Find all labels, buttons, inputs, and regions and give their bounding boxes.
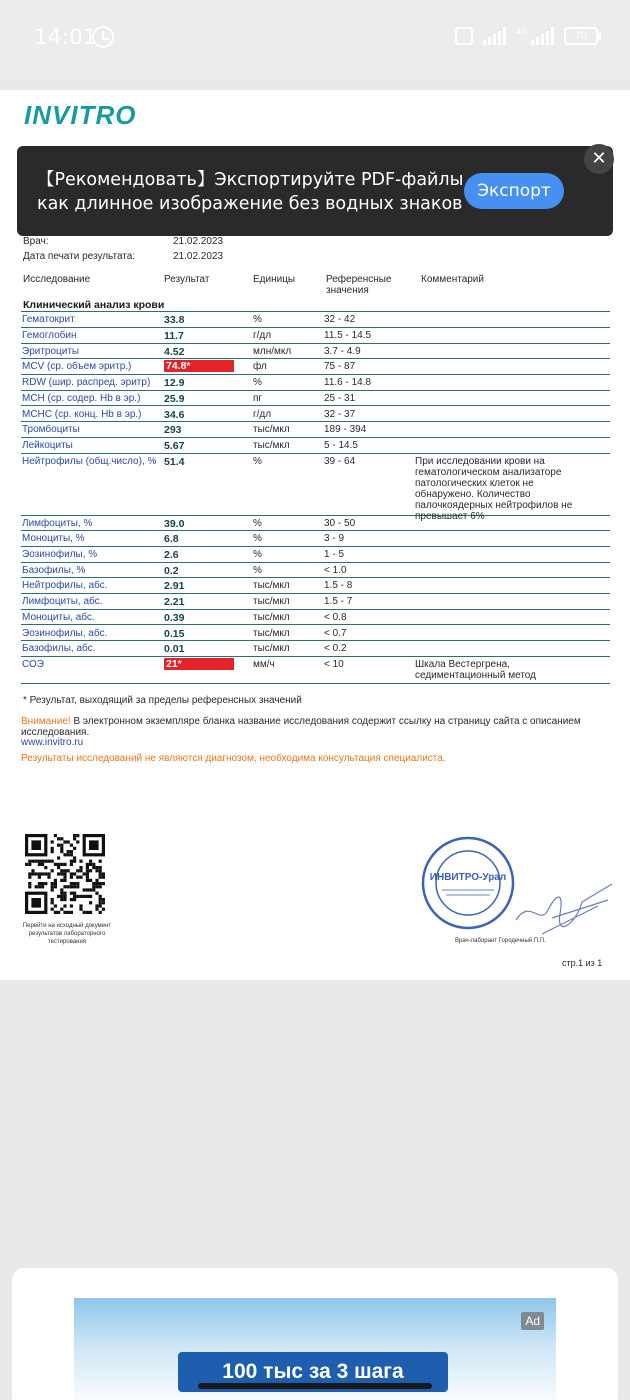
- disclaimer: Результаты исследований не являются диагнозом, необходима консультация специалиста.: [21, 753, 446, 764]
- ad-card[interactable]: [12, 1268, 618, 1400]
- reference-value: 5 - 14.5: [324, 439, 358, 451]
- footnote: * Результат, выходящий за пределы референсных значений: [23, 695, 302, 706]
- reference-value: < 0.8: [324, 611, 347, 623]
- test-name-link[interactable]: Гематокрит: [22, 314, 75, 325]
- reference-value: 11.5 - 14.5: [324, 330, 372, 341]
- reference-value: 3.7 - 4.9: [324, 345, 361, 357]
- units-value: %: [253, 564, 262, 576]
- table-row: [21, 344, 610, 360]
- units-value: %: [253, 533, 262, 545]
- section-title: Клинический анализ крови: [23, 299, 165, 311]
- result-value: 51.4: [164, 455, 185, 468]
- test-name-link[interactable]: MCHC (ср. конц. Hb в эр.): [22, 408, 142, 420]
- result-value: 25.9: [164, 392, 185, 405]
- table-row: [21, 454, 610, 522]
- table-row: [21, 328, 610, 344]
- export-banner: [17, 146, 613, 236]
- reference-value: 3 - 9: [324, 533, 345, 545]
- stamp-text: ИНВИТРО-Урал: [429, 872, 507, 883]
- test-name-link[interactable]: Моноциты, %: [22, 533, 85, 545]
- test-name-link[interactable]: Тромбоциты: [22, 424, 80, 436]
- result-value: 39.0: [164, 517, 185, 530]
- reference-value: < 0.7: [324, 627, 347, 639]
- alarm-icon: [92, 26, 114, 48]
- units-value: тыс/мкл: [253, 439, 290, 451]
- test-name-link[interactable]: Гемоглобин: [22, 330, 77, 341]
- page-number: стр.1 из 1: [562, 958, 603, 968]
- table-row: [21, 438, 610, 454]
- qr-code[interactable]: [25, 834, 105, 914]
- test-name-link[interactable]: RDW (шир. распред. эритр): [22, 377, 151, 389]
- result-value: 74.8*: [164, 360, 234, 372]
- units-value: %: [253, 377, 262, 389]
- website-link[interactable]: www.invitro.ru: [21, 737, 84, 748]
- result-value: 5.67: [164, 439, 185, 452]
- units-value: %: [253, 314, 262, 325]
- result-value: 0.15: [164, 627, 185, 640]
- table-row: [21, 626, 610, 642]
- col-reference: Референсные значения: [326, 274, 392, 296]
- signal-1-icon: [483, 27, 506, 45]
- reference-value: 30 - 50: [324, 517, 356, 529]
- home-indicator[interactable]: [198, 1383, 432, 1389]
- sim-icon: [455, 27, 473, 45]
- result-value: 2.91: [164, 580, 185, 593]
- units-value: мм/ч: [253, 658, 275, 670]
- reference-value: 1 - 5: [324, 549, 345, 560]
- reference-value: 75 - 87: [324, 361, 356, 373]
- signature: [512, 880, 616, 940]
- table-row: [21, 391, 610, 407]
- table-row: [21, 547, 610, 563]
- result-value: 0.39: [164, 611, 185, 624]
- table-row: [21, 422, 610, 438]
- test-name-link[interactable]: Лейкоциты: [22, 439, 73, 451]
- table-row: [21, 563, 610, 579]
- test-name-link[interactable]: Эритроциты: [22, 345, 80, 357]
- reference-value: 1.5 - 7: [324, 596, 353, 608]
- test-name-link[interactable]: Эозинофилы, %: [22, 549, 98, 560]
- units-value: %: [253, 517, 262, 529]
- reference-value: 1.5 - 8: [324, 580, 353, 592]
- invitro-logo: INVITRO: [24, 100, 137, 130]
- table-row: [21, 516, 610, 532]
- units-value: тыс/мкл: [253, 596, 290, 608]
- meta-label: Дата печати результата:: [23, 251, 136, 262]
- col-result: Результат: [164, 274, 210, 285]
- battery-icon: 70: [564, 27, 598, 45]
- result-value: 34.6: [164, 408, 185, 421]
- units-value: тыс/мкл: [253, 643, 290, 655]
- result-value: 6.8: [164, 533, 179, 546]
- col-units: Единицы: [253, 274, 296, 285]
- reference-value: < 0.2: [324, 643, 347, 655]
- result-value: 0.01: [164, 643, 185, 656]
- units-value: %: [253, 455, 262, 467]
- reference-value: 189 - 394: [324, 424, 367, 436]
- units-value: млн/мкл: [253, 345, 292, 357]
- result-value: 33.8: [164, 314, 185, 326]
- test-name-link[interactable]: Базофилы, абс.: [22, 643, 96, 655]
- table-row: [21, 641, 610, 657]
- test-name-link[interactable]: Нейтрофилы (общ.число), %: [22, 455, 157, 467]
- banner-text: 【Рекомендовать】Экспортируйте PDF-файлы как длинное изображение без водных знаков: [37, 170, 464, 214]
- close-icon[interactable]: ✕: [584, 144, 614, 174]
- status-bar: [0, 0, 630, 80]
- qr-caption: Перейти на исходный документ результатов лабораторного тестирования: [22, 923, 112, 945]
- units-value: тыс/мкл: [253, 627, 290, 639]
- test-name-link[interactable]: Моноциты, абс.: [22, 611, 95, 623]
- units-value: %: [253, 549, 262, 560]
- status-icons: [455, 27, 598, 45]
- units-value: тыс/мкл: [253, 580, 290, 592]
- test-name-link[interactable]: Эозинофилы, абс.: [22, 627, 108, 639]
- network-type: 4G: [516, 27, 527, 36]
- status-time: 14:01: [34, 25, 98, 49]
- units-value: пг: [253, 392, 263, 404]
- comment-text: Шкала Вестергрена, седиментационный метод: [415, 658, 536, 681]
- units-value: фл: [253, 361, 267, 373]
- test-name-link[interactable]: Лимфоциты, %: [22, 517, 93, 529]
- col-test: Исследование: [23, 274, 91, 285]
- signal-2-icon: [531, 27, 554, 45]
- table-row: [21, 312, 610, 328]
- reference-value: < 10: [324, 658, 344, 670]
- lab-stamp: [420, 835, 516, 931]
- meta-doctor: [23, 236, 224, 247]
- meta-value: 21.02.2023: [173, 251, 224, 262]
- table-row: [21, 531, 610, 547]
- table-row: [21, 359, 610, 375]
- test-name-link[interactable]: СОЭ: [22, 658, 44, 670]
- table-row: [21, 657, 610, 684]
- result-value: 4.52: [164, 345, 185, 358]
- table-row: [21, 578, 610, 594]
- reference-value: 32 - 37: [324, 408, 356, 420]
- units-value: г/дл: [253, 408, 272, 420]
- test-name-link[interactable]: MCV (ср. объем эритр.): [22, 361, 132, 373]
- warning-body: В электронном экземпляре бланка название исследования содержит ссылку на страницу сайта с описанием исследования.: [21, 716, 581, 738]
- units-value: тыс/мкл: [253, 611, 290, 623]
- ad-badge: Ad: [521, 1312, 544, 1330]
- units-value: г/дл: [253, 330, 272, 341]
- meta-label: Врач:: [23, 236, 49, 247]
- comment-text: При исследовании крови на гематологическом анализаторе патологических клеток не обнаружено. Количество палочкоядерных нейтрофилов не превышает 6%: [415, 455, 573, 522]
- meta-print-date: [23, 251, 224, 262]
- result-value: 2.21: [164, 596, 185, 609]
- table-row: [21, 407, 610, 423]
- reference-value: 39 - 64: [324, 455, 356, 467]
- test-name-link[interactable]: Лимфоциты, абс.: [22, 596, 103, 608]
- result-value: 0.2: [164, 564, 179, 577]
- ad-headline: 100 тыс за 3 шага: [178, 1352, 448, 1392]
- test-name-link[interactable]: MCH (ср. содер. Hb в эр.): [22, 392, 141, 404]
- result-value: 293: [164, 424, 182, 437]
- warning-label: Внимание!: [21, 716, 71, 727]
- warning-text: [21, 716, 613, 738]
- result-value: 11.7: [164, 330, 184, 342]
- reference-value: < 1.0: [324, 564, 347, 576]
- reference-value: 25 - 31: [324, 392, 356, 404]
- units-value: тыс/мкл: [253, 424, 290, 436]
- reference-value: 32 - 42: [324, 314, 356, 325]
- result-value: 2.6: [164, 549, 179, 561]
- test-name-link[interactable]: Базофилы, %: [22, 564, 86, 576]
- reference-value: 11.6 - 14.8: [324, 377, 372, 389]
- export-button[interactable]: Экспорт: [464, 173, 564, 209]
- meta-value: 21.02.2023: [173, 236, 224, 247]
- test-name-link[interactable]: Нейтрофилы, абс.: [22, 580, 108, 592]
- table-row: [21, 610, 610, 626]
- result-value: 12.9: [164, 377, 185, 390]
- signer-caption: Врач-лаборант Городечный П.П.: [455, 938, 546, 944]
- table-row: [21, 594, 610, 610]
- result-value: 21*: [164, 658, 234, 670]
- table-row: [21, 375, 610, 391]
- col-comment: Комментарий: [421, 274, 484, 285]
